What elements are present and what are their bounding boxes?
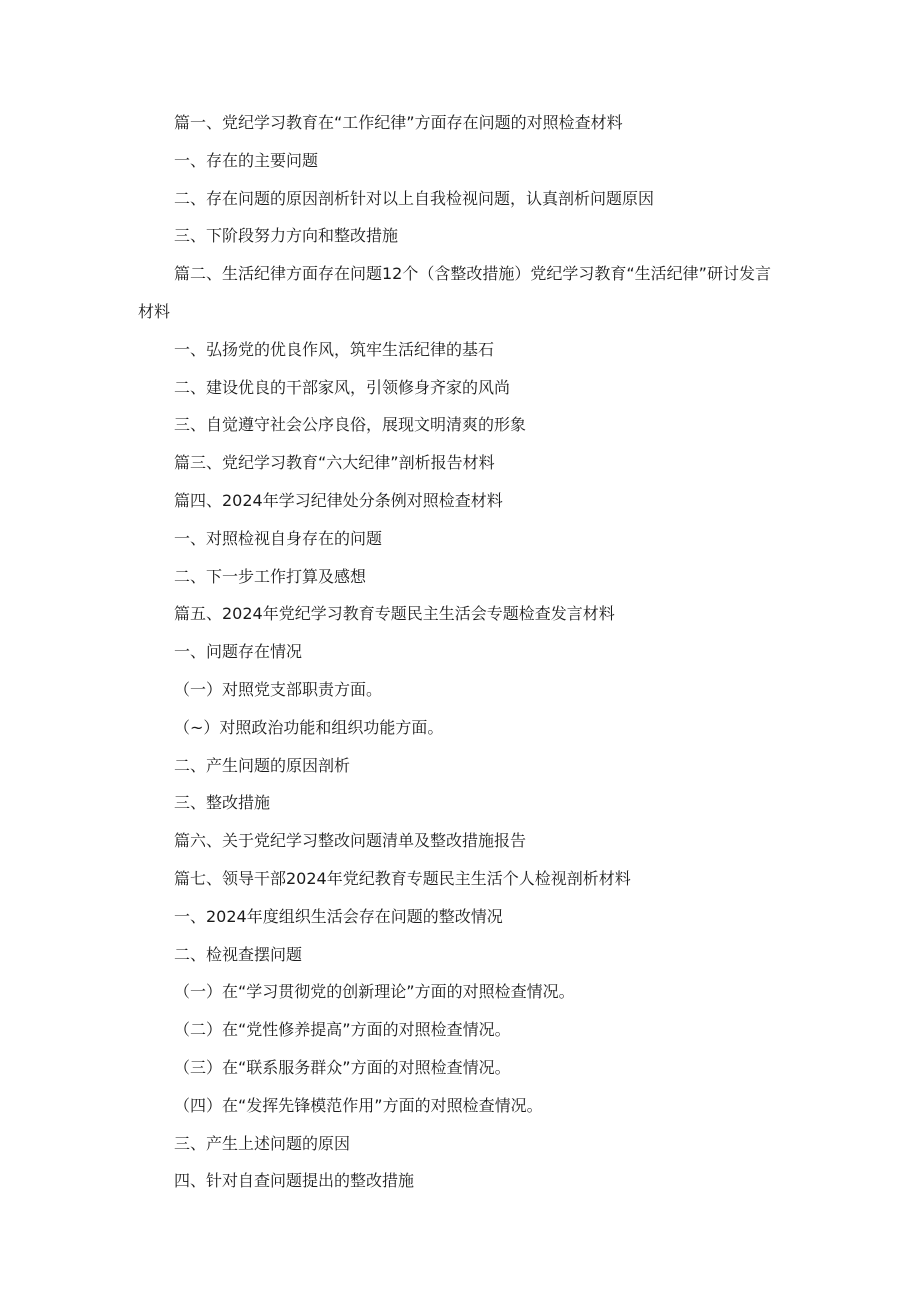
toc-line: （一）在“学习贯彻党的创新理论”方面的对照检查情况。 [174, 982, 575, 1002]
toc-line: （一）对照党支部职责方面。 [174, 679, 383, 699]
toc-line: 一、2024年度组织生活会存在问题的整改情况 [174, 906, 503, 926]
toc-line-article-3: 篇三、党纪学习教育“六大纪律”剖析报告材料 [174, 453, 495, 473]
table-of-contents [138, 104, 778, 1200]
toc-line-article-1: 篇一、党纪学习教育在“工作纪律”方面存在问题的对照检查材料 [174, 113, 623, 132]
toc-line: 二、存在问题的原因剖析针对以上自我检视问题，认真剖析问题原因 [174, 188, 655, 208]
toc-line: 三、自觉遵守社会公序良俗，展现文明清爽的形象 [174, 415, 527, 435]
toc-line-article-7: 篇七、领导干部2024年党纪教育专题民主生活个人检视剖析材料 [174, 868, 631, 888]
toc-line: 三、下阶段努力方向和整改措施 [174, 226, 399, 246]
toc-line: （~）对照政治功能和组织功能方面。 [174, 717, 444, 737]
toc-line: 二、检视查摆问题 [174, 944, 303, 964]
toc-line-article-6: 篇六、关于党纪学习整改问题清单及整改措施报告 [174, 831, 527, 851]
toc-line-article-5: 篇五、2024年党纪学习教育专题民主生活会专题检查发言材料 [174, 604, 615, 624]
toc-line: （三）在“联系服务群众”方面的对照检查情况。 [174, 1057, 511, 1077]
toc-line: 三、产生上述问题的原因 [174, 1133, 351, 1153]
toc-line: 二、建设优良的干部家风，引领修身齐家的风尚 [174, 377, 511, 397]
toc-line: 一、存在的主要问题 [174, 150, 319, 170]
toc-line: 一、弘扬党的优良作风，筑牢生活纪律的基石 [174, 339, 495, 359]
toc-line: 一、问题存在情况 [174, 642, 303, 662]
toc-line-article-4: 篇四、2024年学习纪律处分条例对照检查材料 [174, 490, 503, 510]
toc-line-article-2: 篇二、生活纪律方面存在问题12个（含整改措施）党纪学习教育“生活纪律”研讨发言材料 [138, 264, 771, 321]
toc-line: （二）在“党性修养提高”方面的对照检查情况。 [174, 1020, 511, 1040]
toc-line: （四）在“发挥先锋模范作用”方面的对照检查情况。 [174, 1095, 543, 1115]
toc-line: 二、产生问题的原因剖析 [174, 755, 351, 775]
toc-line: 二、下一步工作打算及感想 [174, 566, 367, 586]
toc-line: 四、针对自查问题提出的整改措施 [174, 1171, 415, 1191]
toc-line: 三、整改措施 [174, 793, 271, 813]
toc-line: 一、对照检视自身存在的问题 [174, 528, 383, 548]
